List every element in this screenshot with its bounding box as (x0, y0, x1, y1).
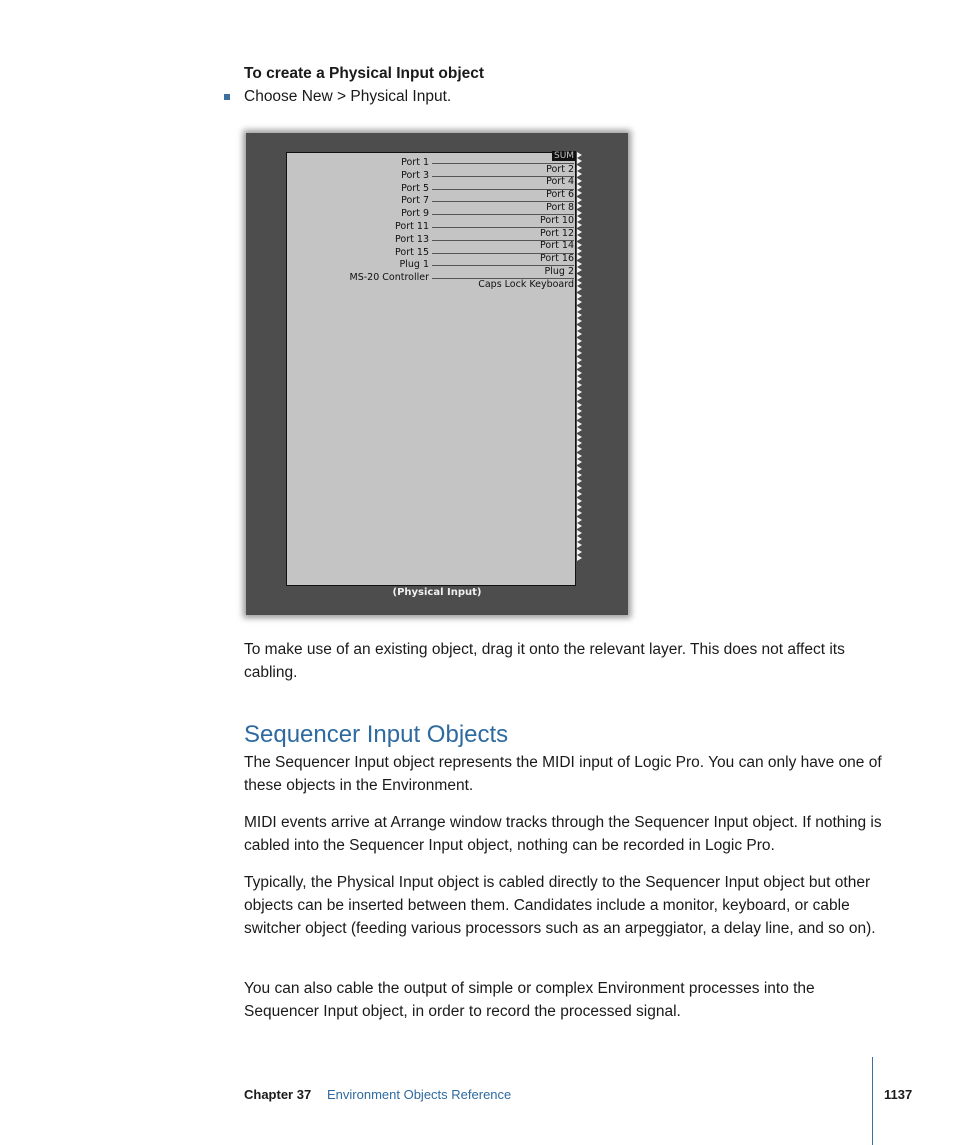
output-arrow-icon[interactable] (577, 427, 582, 433)
output-arrow-icon[interactable] (577, 158, 582, 164)
right-port-label: Plug 2 (544, 265, 574, 277)
left-port-label: Port 1 (401, 157, 429, 168)
output-arrow-icon[interactable] (577, 261, 582, 267)
output-arrow-icon[interactable] (577, 338, 582, 344)
output-arrow-icon[interactable] (577, 222, 582, 228)
output-arrow-icon[interactable] (577, 549, 582, 555)
right-port-label: Port 10 (540, 214, 574, 226)
footer-divider (872, 1057, 873, 1145)
output-arrow-icon[interactable] (577, 498, 582, 504)
output-arrow-icon[interactable] (577, 325, 582, 331)
output-arrow-icon[interactable] (577, 184, 582, 190)
paragraph: Typically, the Physical Input object is cabled directly to the Sequencer Input object but other objects can be inserted between them. Candidates include a monitor, keyboard, or cable switcher object (feeding various processors such as an arpeggiator, a delay line, and so on). (244, 874, 876, 937)
output-arrow-icon[interactable] (577, 210, 582, 216)
footer-chapter: Chapter 37 (244, 1087, 312, 1102)
output-arrow-icon[interactable] (577, 459, 582, 465)
paragraph: MIDI events arrive at Arrange window tracks through the Sequencer Input object. If nothing is cabled into the Sequencer Input object, nothing can be recorded in Logic Pro. (244, 814, 882, 854)
physical-input-object (286, 152, 576, 586)
output-arrow-icon[interactable] (577, 171, 582, 177)
output-arrow-icon[interactable] (577, 229, 582, 235)
output-arrow-icon[interactable] (577, 395, 582, 401)
output-arrow-icon[interactable] (577, 440, 582, 446)
left-port-label: Port 5 (401, 182, 429, 194)
left-port-label: Port 13 (395, 233, 429, 245)
output-arrow-icon[interactable] (577, 530, 582, 536)
output-arrow-icon[interactable] (577, 389, 582, 395)
left-port-label: MS-20 Controller (349, 272, 429, 284)
paragraph: The Sequencer Input object represents the MIDI input of Logic Pro. You can only have one of these objects in the Environment. (244, 754, 882, 794)
right-port-label: Port 12 (540, 227, 574, 239)
output-arrow-icon[interactable] (577, 376, 582, 382)
output-arrow-icon[interactable] (577, 466, 582, 472)
output-arrow-icon[interactable] (577, 242, 582, 248)
output-arrow-icon[interactable] (577, 485, 582, 491)
left-port-label: Port 9 (401, 208, 429, 220)
output-arrow-icon[interactable] (577, 318, 582, 324)
output-arrow-icon[interactable] (577, 408, 582, 414)
output-arrow-icon[interactable] (577, 542, 582, 548)
paragraph: You can also cable the output of simple or complex Environment processes into the Sequencer Input object, in order to record the processed signal. (244, 980, 815, 1020)
right-port-label: Port 14 (540, 240, 574, 252)
output-arrow-icon[interactable] (577, 478, 582, 484)
output-arrow-icon[interactable] (577, 299, 582, 305)
section-heading: Sequencer Input Objects (244, 721, 509, 748)
output-arrow-icon[interactable] (577, 267, 582, 273)
output-arrow-icon[interactable] (577, 152, 582, 158)
output-arrow-icon[interactable] (577, 197, 582, 203)
existing-object-paragraph: To make use of an existing object, drag it onto the relevant layer. This does not affect its cabling. (244, 641, 845, 681)
output-arrow-icon[interactable] (577, 414, 582, 420)
output-arrow-icon[interactable] (577, 331, 582, 337)
output-arrow-icon[interactable] (577, 491, 582, 497)
output-arrow-icon[interactable] (577, 523, 582, 529)
footer-chapter-title[interactable]: Environment Objects Reference (327, 1087, 512, 1102)
left-port-label: Port 15 (395, 246, 429, 258)
output-arrow-icon[interactable] (577, 357, 582, 363)
left-port-label: Port 11 (395, 221, 429, 232)
output-arrow-icon[interactable] (577, 312, 582, 318)
output-arrow-icon[interactable] (577, 235, 582, 241)
page-number: 1137 (884, 1087, 913, 1102)
output-arrow-icon[interactable] (577, 286, 582, 292)
right-port-label: Port 4 (546, 176, 574, 188)
output-arrow-icon[interactable] (577, 370, 582, 376)
output-arrow-icon[interactable] (577, 344, 582, 350)
output-arrow-icon[interactable] (577, 402, 582, 408)
left-port-label: Port 7 (401, 195, 429, 207)
right-port-label: Port 6 (546, 189, 574, 201)
output-arrow-icon[interactable] (577, 190, 582, 196)
output-arrow-icon[interactable] (577, 216, 582, 222)
output-arrow-icon[interactable] (577, 203, 582, 209)
right-port-label: Port 2 (546, 163, 574, 175)
output-arrow-icon[interactable] (577, 363, 582, 369)
output-arrow-icon[interactable] (577, 434, 582, 440)
output-arrow-icon[interactable] (577, 306, 582, 312)
left-port-label: Plug 1 (399, 259, 429, 271)
output-arrow-icon[interactable] (577, 536, 582, 542)
physical-input-figure (246, 133, 628, 615)
output-arrow-icon[interactable] (577, 350, 582, 356)
output-arrow-icon[interactable] (577, 504, 582, 510)
step-heading: To create a Physical Input object (244, 65, 485, 82)
output-arrow-icon[interactable] (577, 446, 582, 452)
output-arrow-icon[interactable] (577, 382, 582, 388)
bullet-square-icon (224, 94, 230, 100)
output-arrow-icon[interactable] (577, 165, 582, 171)
right-port-label: Port 16 (540, 253, 574, 265)
right-port-label: Port 8 (546, 201, 574, 213)
output-arrow-icon[interactable] (577, 510, 582, 516)
output-arrow-icon[interactable] (577, 421, 582, 427)
output-arrow-icon[interactable] (577, 293, 582, 299)
output-arrow-icon[interactable] (577, 178, 582, 184)
right-port-label: Caps Lock Keyboard (478, 278, 574, 290)
left-port-label: Port 3 (401, 169, 429, 181)
output-arrow-icon[interactable] (577, 274, 582, 280)
output-arrow-icon[interactable] (577, 280, 582, 286)
output-arrow-icon[interactable] (577, 254, 582, 260)
bullet-instruction: Choose New > Physical Input. (244, 88, 452, 105)
object-name-label: (Physical Input) (392, 587, 482, 598)
output-arrow-icon[interactable] (577, 248, 582, 254)
output-arrow-icon[interactable] (577, 472, 582, 478)
sum-port-label: SUM (554, 151, 575, 161)
output-arrow-icon[interactable] (577, 453, 582, 459)
output-arrow-icon[interactable] (577, 517, 582, 523)
output-arrow-icon[interactable] (577, 555, 582, 561)
